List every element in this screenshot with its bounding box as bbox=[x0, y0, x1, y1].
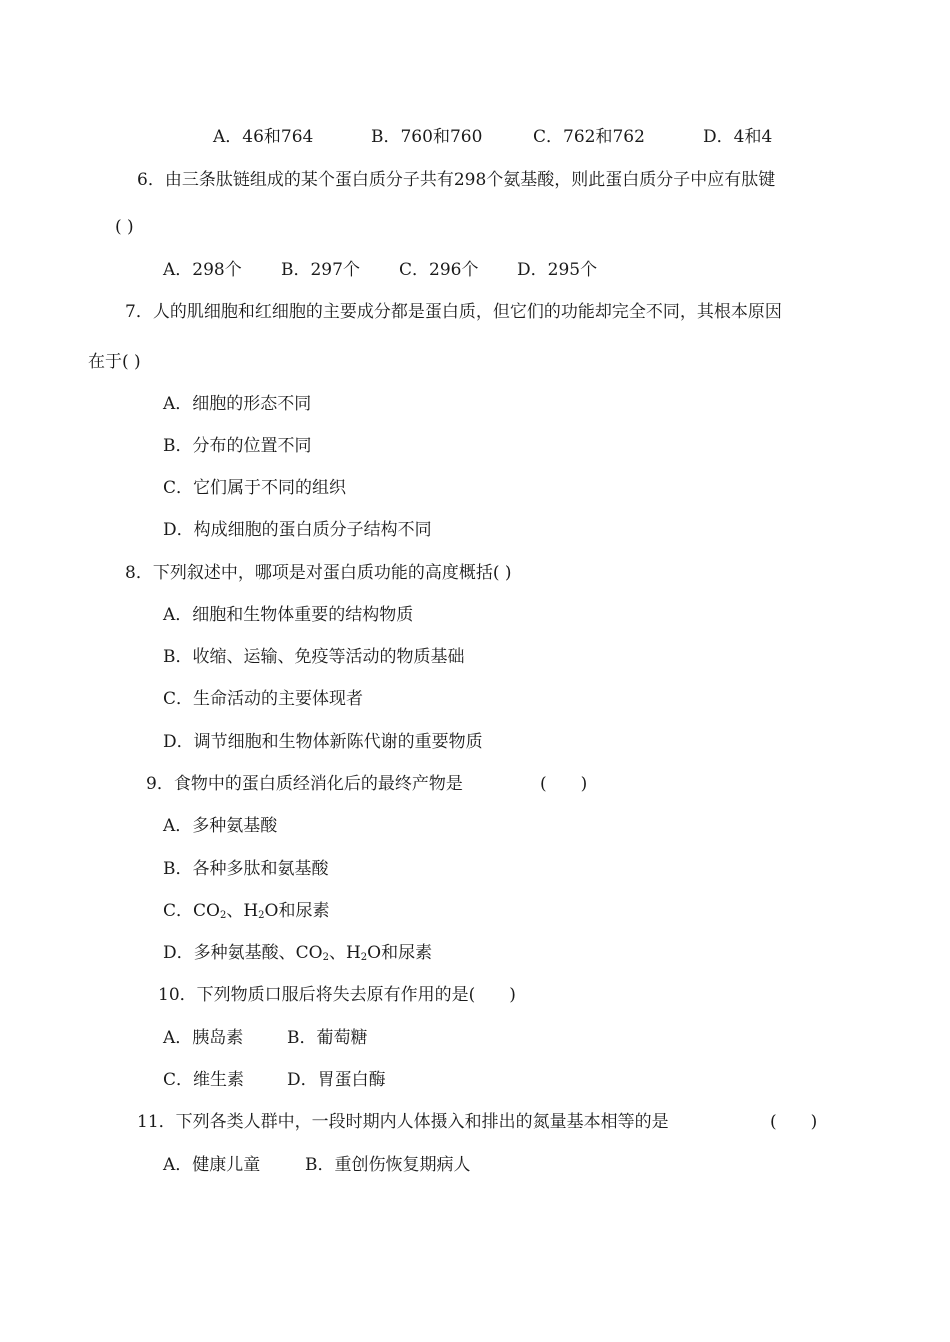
q8-stem: 8．下列叙述中，哪项是对蛋白质功能的高度概括( ) bbox=[125, 563, 512, 583]
q8-option-c: C．生命活动的主要体现者 bbox=[163, 689, 364, 709]
q9-option-d-text: O和尿素 bbox=[367, 943, 433, 963]
q10-option-b: B．葡萄糖 bbox=[287, 1028, 368, 1048]
q7-option-b: B．分布的位置不同 bbox=[163, 436, 312, 456]
q5-option-b: B．760和760 bbox=[371, 127, 483, 147]
q9-option-a: A．多种氨基酸 bbox=[163, 816, 278, 836]
q9-option-d-text: 、H bbox=[328, 943, 361, 963]
q10-stem: 10．下列物质口服后将失去原有作用的是( ) bbox=[158, 985, 516, 1005]
q6-option-d: D．295个 bbox=[517, 260, 598, 280]
q5-option-d: D．4和4 bbox=[703, 127, 773, 147]
q6-options-row bbox=[163, 258, 597, 282]
q9-option-d-sub: 2 bbox=[360, 952, 368, 963]
q9-option-d-sub: 2 bbox=[322, 952, 329, 963]
q11-option-a: A．健康儿童 bbox=[163, 1155, 261, 1175]
q9-option-c-sub: 2 bbox=[219, 910, 227, 921]
q7-option-a: A．细胞的形态不同 bbox=[163, 394, 312, 414]
q7-stem-cont: 在于( ) bbox=[88, 352, 141, 372]
q11-answer-blank: ( ) bbox=[770, 1112, 818, 1132]
q7-option-d: D．构成细胞的蛋白质分子结构不同 bbox=[163, 520, 432, 540]
q5-option-c: C．762和762 bbox=[533, 127, 645, 147]
q10-option-c: C．维生素 bbox=[163, 1070, 245, 1090]
q10-options-row-1 bbox=[163, 1026, 368, 1050]
q9-stem: 9．食物中的蛋白质经消化后的最终产物是 bbox=[146, 774, 463, 794]
q6-stem: 6．由三条肽链组成的某个蛋白质分子共有298个氨基酸，则此蛋白质分子中应有肽键 bbox=[137, 170, 776, 190]
q7-option-c: C．它们属于不同的组织 bbox=[163, 478, 347, 498]
q8-option-a: A．细胞和生物体重要的结构物质 bbox=[163, 605, 414, 625]
q6-stem-cont: ( ) bbox=[115, 217, 134, 237]
q11-options-row bbox=[163, 1153, 471, 1177]
q7-stem: 7．人的肌细胞和红细胞的主要成分都是蛋白质，但它们的功能却完全不同，其根本原因 bbox=[125, 302, 782, 322]
q6-option-b: B．297个 bbox=[281, 260, 360, 280]
q9-option-b: B．各种多肽和氨基酸 bbox=[163, 859, 329, 879]
q11-option-b: B．重创伤恢复期病人 bbox=[305, 1155, 471, 1175]
q5-options-row bbox=[213, 125, 772, 149]
q9-option-d-text: D．多种氨基酸、CO bbox=[163, 943, 323, 963]
q6-option-c: C．296个 bbox=[399, 260, 479, 280]
q10-options-row-2 bbox=[163, 1068, 386, 1092]
q9-option-c-sub: 2 bbox=[258, 910, 265, 921]
q9-option-c-text: 、H bbox=[226, 901, 259, 921]
q9-option-c-text: O和尿素 bbox=[264, 901, 330, 921]
q10-option-a: A．胰岛素 bbox=[163, 1028, 244, 1048]
q11-stem-row bbox=[137, 1110, 817, 1134]
q9-option-c bbox=[163, 899, 329, 923]
q8-option-d: D．调节细胞和生物体新陈代谢的重要物质 bbox=[163, 732, 483, 752]
q9-option-c-text: C．CO bbox=[163, 901, 220, 921]
q5-option-a: A．46和764 bbox=[213, 127, 314, 147]
q9-answer-blank: ( ) bbox=[540, 774, 588, 794]
q10-option-d: D．胃蛋白酶 bbox=[287, 1070, 386, 1090]
q11-stem: 11．下列各类人群中，一段时期内人体摄入和排出的氮量基本相等的是 bbox=[137, 1112, 669, 1132]
q6-option-a: A．298个 bbox=[163, 260, 242, 280]
q8-option-b: B．收缩、运输、免疫等活动的物质基础 bbox=[163, 647, 465, 667]
q9-option-d bbox=[163, 941, 432, 965]
q9-stem-row bbox=[146, 772, 587, 796]
